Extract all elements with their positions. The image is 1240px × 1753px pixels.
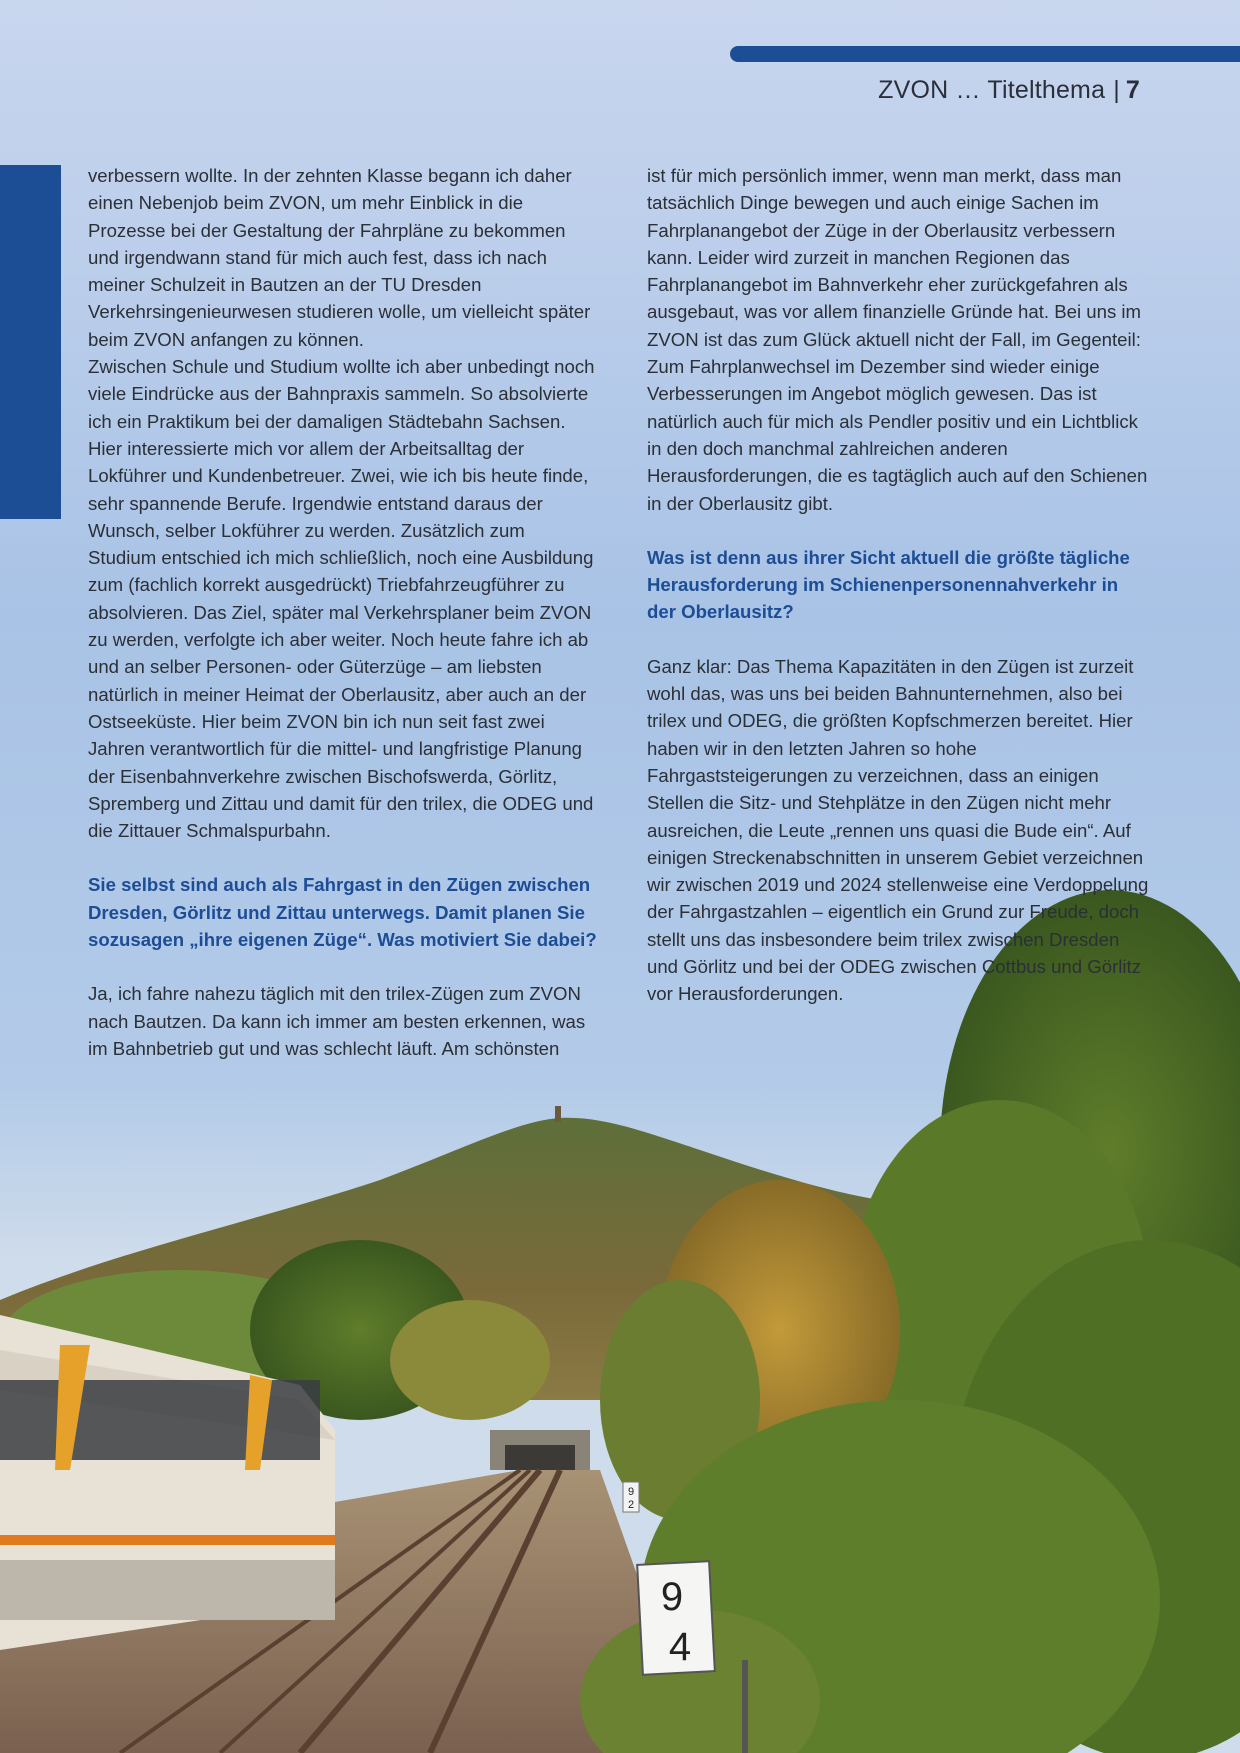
- header-separator: |: [1113, 76, 1120, 104]
- paragraph: ist für mich persönlich immer, wenn man merkt, dass man tatsächlich Dinge bewegen und auch einige Sachen im Fahrplanangebot der Züge in der Oberlausitz verbessern kann. Leider wird zurzeit in manchen Regionen das Fahrplanangebot im Bahnverkehr eher zurückgefahren als ausgebaut, was vor allem finanzielle Gründe hat. Bei uns im ZVON ist das zum Glück aktuell nicht der Fall, im Gegenteil: Zum Fahrplanwechsel im Dezember sind wieder einige Verbesserungen im Angebot möglich gewesen. Das ist natürlich auch für mich als Pendler positiv und ein Lichtblick in den doch manchmal zahlreichen anderen Herausforderungen, die es tagtäglich auch auf den Schienen in der Oberlausitz gibt.: [647, 165, 1148, 514]
- sign-number-bottom: 4: [668, 1625, 692, 1669]
- small-sign-top: 9: [627, 1486, 635, 1498]
- section-title: ZVON … Titelthema: [878, 76, 1106, 104]
- right-text-column: [647, 162, 1152, 1008]
- interview-question: Sie selbst sind auch als Fahrgast in den Zügen zwischen Dresden, Görlitz und Zittau unterwegs. Damit planen Sie sozusagen „ihre eigenen Züge“. Was motiviert Sie dabei?: [88, 874, 597, 951]
- left-text-column: [88, 162, 598, 1062]
- paragraph: verbessern wollte. In der zehnten Klasse begann ich daher einen Nebenjob beim ZVON, um mehr Einblick in die Prozesse bei der Gestaltung der Fahrpläne zu bekommen und irgendwann stand für mich auch fest, dass ich nach meiner Schulzeit in Bautzen an der TU Dresden Verkehrsingenieurwesen studieren wolle, um vielleicht später beim ZVON anfangen zu können.: [88, 165, 591, 350]
- header-accent-bar: [730, 46, 1240, 62]
- page-number: 7: [1125, 76, 1140, 104]
- paragraph: Ja, ich fahre nahezu täglich mit den trilex-Zügen zum ZVON nach Bautzen. Da kann ich immer am besten erkennen, was im Bahnbetrieb gut und was schlecht läuft. Am schönsten: [88, 983, 586, 1059]
- paragraph: Ganz klar: Das Thema Kapazitäten in den Zügen ist zurzeit wohl das, was uns bei beiden Bahnunternehmen, also bei trilex und ODEG, die größten Kopfschmerzen bereitet. Hier haben wir in den letzten Jahren so hohe Fahrgaststeigerungen zu verzeichnen, dass an einigen Stellen die Sitz- und Stehplätze in den Zügen nicht mehr ausreichen, die Leute „rennen uns quasi die Bude ein“. Auf einigen Streckenabschnitten in unserem Gebiet verzeichnen wir zwischen 2019 und 2024 stellenweise eine Verdoppelung der Fahrgastzahlen – eigentlich ein Grund zur Freude, doch stellt uns das insbesondere beim trilex zwischen Dresden und Görlitz und bei der ODEG zwischen Cottbus und Görlitz vor Herausforderungen.: [647, 655, 1149, 1005]
- sign-number-top: 9: [660, 1575, 684, 1619]
- left-accent-bar: [0, 165, 61, 519]
- running-header: [878, 76, 1140, 105]
- interview-question: Was ist denn aus ihrer Sicht aktuell die größte tägliche Herausforderung im Schienenpersonennahverkehr in der Oberlausitz?: [647, 546, 1130, 623]
- small-sign-bottom: 2: [627, 1499, 635, 1511]
- paragraph: Zwischen Schule und Studium wollte ich aber unbedingt noch viele Eindrücke aus der Bahnpraxis sammeln. So absolvierte ich ein Praktikum bei der damaligen Städtebahn Sachsen. Hier interessierte mich vor allem der Arbeitsalltag der Lokführer und Kundenbetreuer. Zwei, wie ich bis heute finde, sehr spannende Berufe. Irgendwie entstand daraus der Wunsch, selber Lokführer zu werden. Zusätzlich zum Studium entschied ich mich schließlich, noch eine Ausbildung zum (fachlich korrekt ausgedrückt) Triebfahrzeugführer zu absolvieren. Das Ziel, später mal Verkehrsplaner beim ZVON zu werden, verfolgte ich aber weiter. Noch heute fahre ich ab und an selber Personen- oder Güterzüge – am liebsten natürlich in meiner Heimat der Oberlausitz, aber auch an der Ostseeküste. Hier beim ZVON bin ich nun seit fast zwei Jahren verantwortlich für die mittel- und langfristige Planung der Eisenbahnverkehre zwischen Bischofswerda, Görlitz, Spremberg und Zittau und damit für den trilex, die ODEG und die Zittauer Schmalspurbahn.: [88, 356, 595, 842]
